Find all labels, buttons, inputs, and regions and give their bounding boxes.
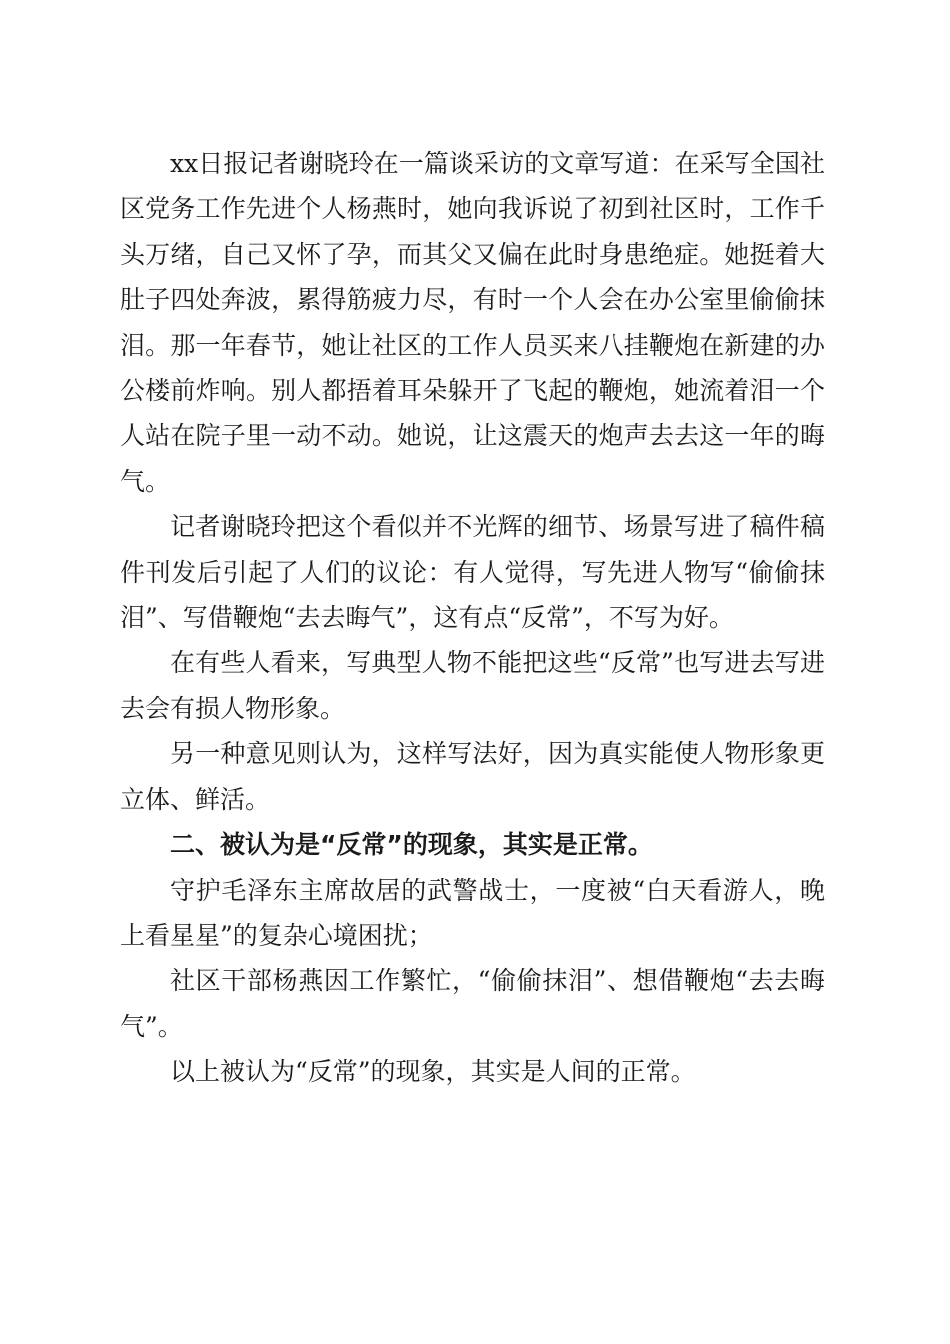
paragraph-2: 记者谢晓玲把这个看似并不光辉的细节、场景写进了稿件稿件刊发后引起了人们的议论：有人觉得，写先进人物写“偷偷抹泪”、写借鞭炮“去去晦气”，这有点“反常”，不写为好。 bbox=[120, 512, 825, 633]
paragraph-5: 守护毛泽东主席故居的武警战士，一度被“白天看游人，晚上看星星”的复杂心境困扰； bbox=[120, 875, 825, 950]
paragraph-6: 社区干部杨燕因工作繁忙，“偷偷抹泪”、想借鞭炮“去去晦气”。 bbox=[120, 966, 825, 1041]
paragraph-3: 在有些人看来，写典型人物不能把这些“反常”也写进去写进去会有损人物形象。 bbox=[120, 648, 825, 723]
section-heading: 二、被认为是“反常”的现象，其实是正常。 bbox=[170, 830, 653, 860]
paragraph-4: 另一种意见则认为，这样写法好，因为真实能使人物形象更立体、鲜活。 bbox=[120, 739, 825, 814]
paragraph-1: xx日报记者谢晓玲在一篇谈采访的文章写道：在采写全国社区党务工作先进个人杨燕时，她向我诉说了初到社区时，工作千头万绪，自己又怀了孕，而其父又偏在此时身患绝症。她挺着大肚子四处奔波，累得筋疲力尽，有时一个人会在办公室里偷偷抹泪。那一年春节，她让社区的工作人员买来八挂鞭炮在新建的办公楼前炸响。别人都捂着耳朵躲开了飞起的鞭炮，她流着泪一个人站在院子里一动不动。她说，让这震天的炮声去去这一年的晦气。 bbox=[120, 149, 825, 496]
document-body bbox=[120, 141, 825, 1095]
paragraph-7: 以上被认为“反常”的现象，其实是人间的正常。 bbox=[170, 1057, 696, 1087]
